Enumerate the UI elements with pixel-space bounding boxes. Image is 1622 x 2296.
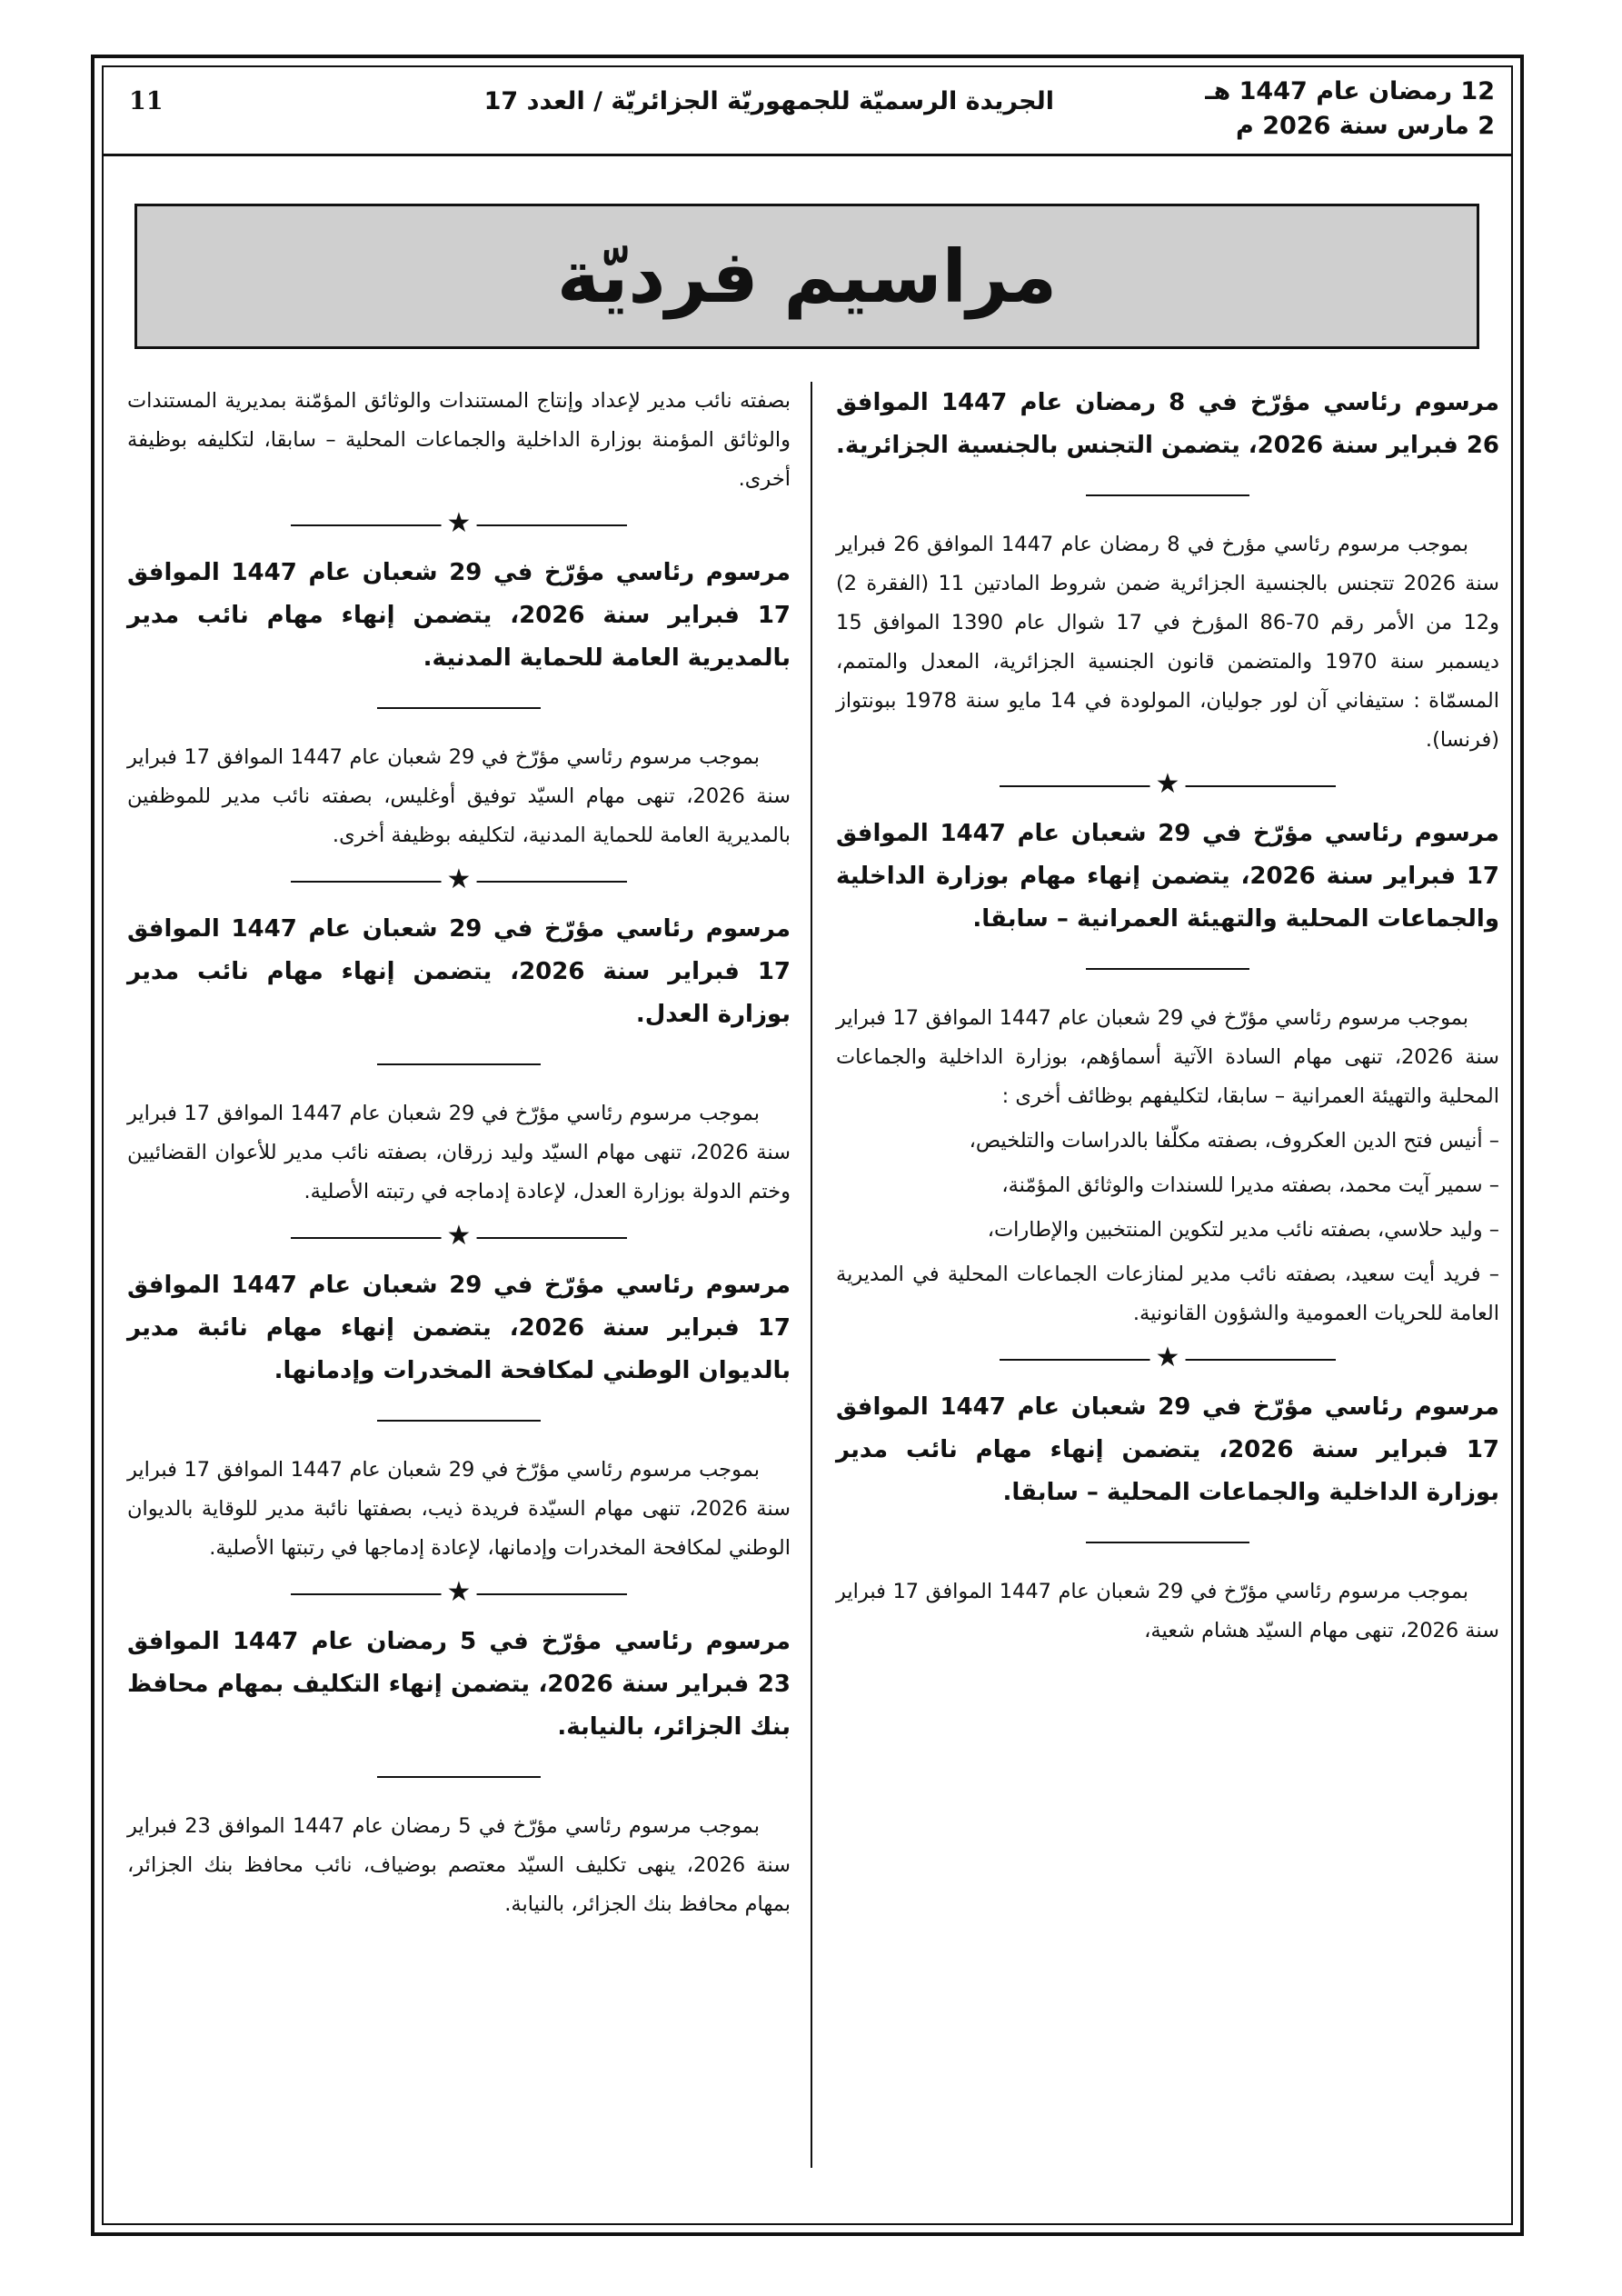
decree-body: بموجب مرسوم رئاسي مؤرّخ في 29 شعبان عام 1447 الموافق 17 فبراير سنة 2026، تنهى مهام السادة الآتية أسماؤهم، بوزارة الداخلية والجماعات المحلية والتهيئة العمرانية – سابقا، لتكليفهم بوظائف أخرى : [836, 1006, 1499, 1108]
heading-rule [1086, 494, 1249, 496]
decree-body: بموجب مرسوم رئاسي مؤرّخ في 29 شعبان عام 1447 الموافق 17 فبراير سنة 2026، تنهى مهام السيّد توفيق أوغليس، بصفته نائب مدير للموظفين بالمديرية العامة للحماية المدنية، لتكليفه بوظيفة أخرى. [127, 745, 791, 847]
decree-list-item: – وليد حلاسي، بصفته نائب مدير لتكوين المنتخبين والإطارات، [987, 1218, 1499, 1242]
star-icon: ★ [1150, 1343, 1186, 1373]
decree-heading: مرسوم رئاسي مؤرّخ في 8 رمضان عام 1447 الموافق 26 فبراير سنة 2026، يتضمن التجنس بالجنسية الجزائرية. [836, 389, 1499, 459]
decree-list-item: – سمير آيت محمد، بصفته مديرا للسندات والوثائق المؤمّنة، [1001, 1173, 1499, 1197]
star-icon: ★ [442, 1577, 477, 1608]
decree-heading: مرسوم رئاسي مؤرّخ في 29 شعبان عام 1447 الموافق 17 فبراير سنة 2026، يتضمن إنهاء مهام بوزارة الداخلية والجماعات المحلية والتهيئة العمرانية – سابقا. [836, 820, 1500, 933]
column-divider [811, 382, 812, 2168]
decree-body-continued: بصفته نائب مدير لإعداد وإنتاج المستندات والوثائق المؤمّنة بمديرية المستندات والوثائق المؤمنة بوزارة الداخلية والجماعات المحلية – سابقا، لتكليفه بوظيفة أخرى. [127, 389, 791, 491]
star-separator [127, 863, 791, 895]
gazette-title: الجريدة الرسميّة للجمهوريّة الجزائريّة / العدد 17 [483, 87, 1054, 115]
decree-body: بموجب مرسوم رئاسي مؤرّخ في 29 شعبان عام 1447 الموافق 17 فبراير سنة 2026، تنهى مهام السيّدة فريدة ذيب، بصفتها نائبة مدير للوقاية بالديوان الوطني لمكافحة المخدرات وإدمانها، لإعادة إدماجها في رتبتها الأصلية. [127, 1458, 791, 1560]
section-title: مراسيم فرديّة [556, 234, 1058, 319]
right-column [836, 382, 1499, 1651]
decree-heading: مرسوم رئاسي مؤرّخ في 29 شعبان عام 1447 الموافق 17 فبراير سنة 2026، يتضمن إنهاء مهام نائب مدير بالمديرية العامة للحماية المدنية. [127, 559, 791, 672]
star-icon: ★ [1150, 769, 1186, 800]
decree-list-item: – فريد أيت سعيد، بصفته نائب مدير لمنازعات الجماعات المحلية في المديرية العامة للحريات العمومية والشؤون القانونية. [836, 1263, 1499, 1325]
decree-list-item: – أنيس فتح الدين العكروف، بصفته مكلّفا بالدراسات والتلخيص، [969, 1129, 1499, 1153]
star-separator [836, 1342, 1499, 1373]
decree-heading: مرسوم رئاسي مؤرّخ في 5 رمضان عام 1447 الموافق 23 فبراير سنة 2026، يتضمن إنهاء التكليف بمهام محافظ بنك الجزائر، بالنيابة. [127, 1628, 791, 1741]
star-separator [127, 507, 791, 539]
left-column [127, 382, 791, 1924]
gazette-header [102, 65, 1513, 156]
date-gregorian: 2 مارس سنة 2026 م [1236, 112, 1495, 140]
page-number: 11 [129, 87, 164, 115]
heading-rule [1086, 1542, 1249, 1543]
star-icon: ★ [442, 508, 477, 539]
decree-body: بموجب مرسوم رئاسي مؤرّخ في 5 رمضان عام 1447 الموافق 23 فبراير سنة 2026، ينهى تكليف السيّد معتصم بوضياف، نائب محافظ بنك الجزائر، بمهام محافظ بنك الجزائر، بالنيابة. [127, 1814, 791, 1916]
decree-heading: مرسوم رئاسي مؤرّخ في 29 شعبان عام 1447 الموافق 17 فبراير سنة 2026، يتضمن إنهاء مهام نائب مدير بوزارة الداخلية والجماعات المحلية – سابقا. [836, 1393, 1499, 1506]
star-icon: ★ [442, 1221, 477, 1252]
decree-body: بموجب مرسوم رئاسي مؤرخ في 8 رمضان عام 1447 الموافق 26 فبراير سنة 2026 تتجنس بالجنسية الجزائرية ضمن شروط المادتين 11 (الفقرة 2) و12 من الأمر رقم 70-86 المؤرخ في 17 شوال عام 1390 الموافق 15 ديسمبر سنة 1970 والمتضمن قانون الجنسية الجزائرية، المعدل والمتمم، المسمّاة : ستيفاني آن لور جوليان، المولودة في 14 مايو سنة 1978 ببونتواز (فرنسا). [836, 533, 1500, 752]
star-icon: ★ [442, 864, 477, 895]
section-banner [134, 204, 1479, 349]
decree-body: بموجب مرسوم رئاسي مؤرّخ في 29 شعبان عام 1447 الموافق 17 فبراير سنة 2026، تنهى مهام السيّد وليد زرقان، بصفته نائب مدير للأعوان القضائيين وختم الدولة بوزارة العدل، لإعادة إدماجه في رتبته الأصلية. [127, 1102, 791, 1203]
issue-date [1205, 75, 1495, 144]
heading-rule [377, 707, 541, 709]
decree-heading: مرسوم رئاسي مؤرّخ في 29 شعبان عام 1447 الموافق 17 فبراير سنة 2026، يتضمن إنهاء مهام نائبة مدير بالديوان الوطني لمكافحة المخدرات وإدمانها. [127, 1272, 791, 1384]
star-separator [836, 768, 1499, 800]
heading-rule [377, 1063, 541, 1065]
heading-rule [1086, 968, 1249, 970]
heading-rule [377, 1420, 541, 1422]
heading-rule [377, 1776, 541, 1778]
star-separator [127, 1576, 791, 1608]
decree-heading: مرسوم رئاسي مؤرّخ في 29 شعبان عام 1447 الموافق 17 فبراير سنة 2026، يتضمن إنهاء مهام نائب مدير بوزارة العدل. [127, 915, 791, 1028]
date-hijri: 12 رمضان عام 1447 هـ [1205, 77, 1495, 105]
star-separator [127, 1220, 791, 1252]
decree-body: بموجب مرسوم رئاسي مؤرّخ في 29 شعبان عام 1447 الموافق 17 فبراير سنة 2026، تنهى مهام السيّد هشام شعية، [836, 1580, 1499, 1642]
